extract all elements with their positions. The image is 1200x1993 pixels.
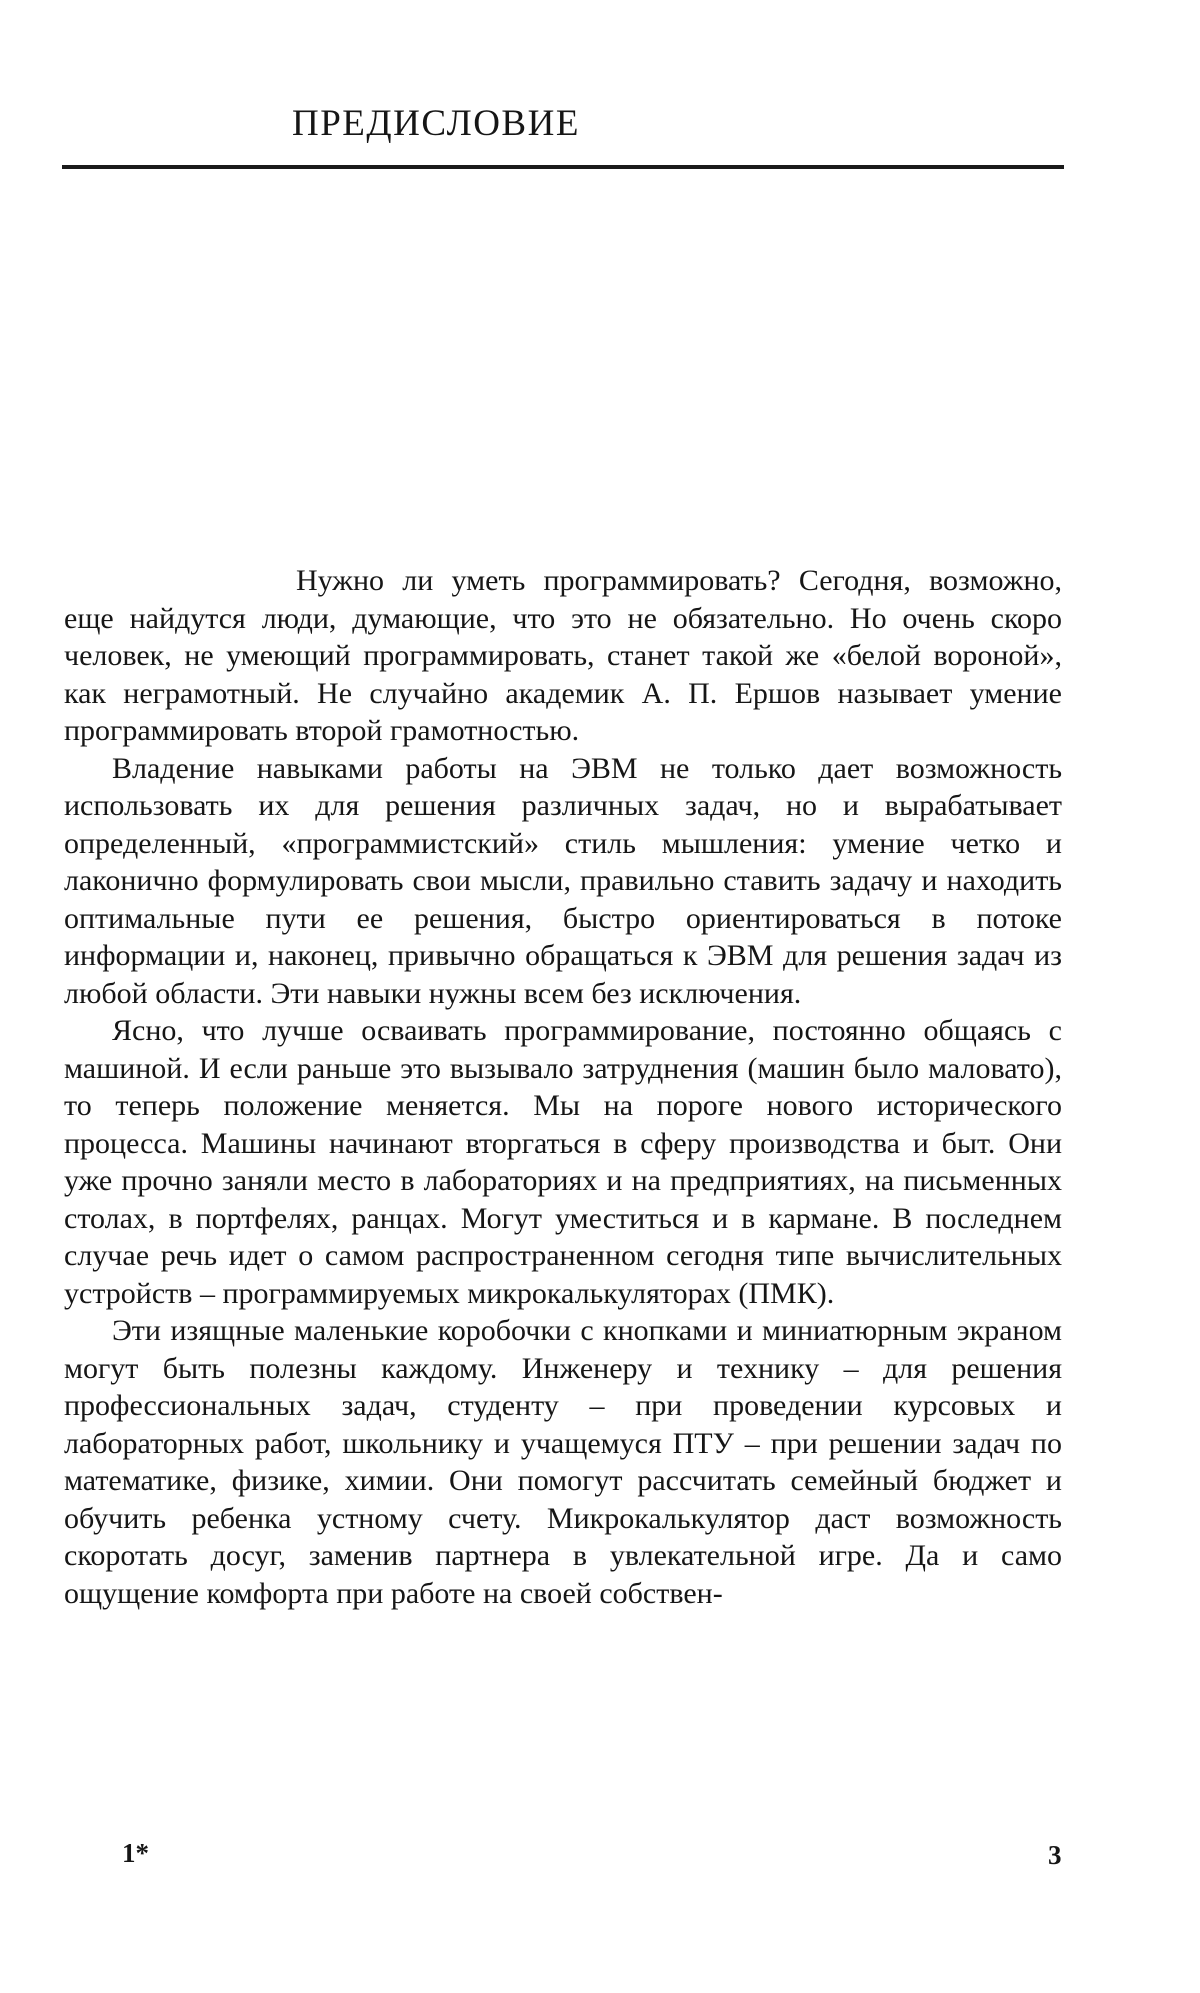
paragraph-1: Нужно ли уметь программировать? Сегодня, возможно, еще найдутся люди, думающие, что это не обязательно. Но очень скоро человек, не умеющий программировать, станет такой же «белой вороной», как неграмотный. Не случайно академик А. П. Ершов называет умение программировать второй грамотностью. [64,564,1062,747]
body-text [64,562,1062,1612]
paragraph-3: Ясно, что лучше осваивать программирование, постоянно общаясь с машиной. И если раньше это вызывало затруднения (машин было маловато), то теперь положение меняется. Мы на пороге нового исторического процесса. Машины начинают вторгаться в сферу производства и быт. Они уже прочно заняли место в лабораториях и на предприятиях, на письменных столах, в портфелях, ранцах. Могут уместиться и в кармане. В последнем случае речь идет о самом распространенном сегодня типе вычислительных устройств – программируемых микрокалькуляторах (ПМК). [64,1014,1062,1310]
paragraph-2: Владение навыками работы на ЭВМ не только дает возможность использовать их для решения различных задач, но и вырабатывает определенный, «программистский» стиль мышления: умение четко и лаконично формулировать свои мысли, правильно ставить задачу и находить оптимальные пути ее решения, быстро ориентироваться в потоке информации и, наконец, привычно обращаться к ЭВМ для решения задач из любой области. Эти навыки нужны всем без исключения. [64,751,1062,1010]
signature-mark: 1* [122,1838,149,1868]
title-rule [62,165,1064,169]
paragraph-4: Эти изящные маленькие коробочки с кнопками и миниатюрным экраном могут быть полезны каждому. Инженеру и технику – для решения профессиональных задач, студенту – при проведении курсовых и лабораторных работ, школьнику и учащемуся ПТУ – при решении задач по математике, физике, химии. Они помогут рассчитать семейный бюджет и обучить ребенка устному счету. Микрокалькулятор даст возможность скоротать досуг, заменив партнера в увлекательной игре. Да и само ощущение комфорта при работе на своей собствен- [64,1314,1062,1610]
page-number: 3 [1048,1840,1062,1870]
page-title: ПРЕДИСЛОВИЕ [292,103,580,144]
